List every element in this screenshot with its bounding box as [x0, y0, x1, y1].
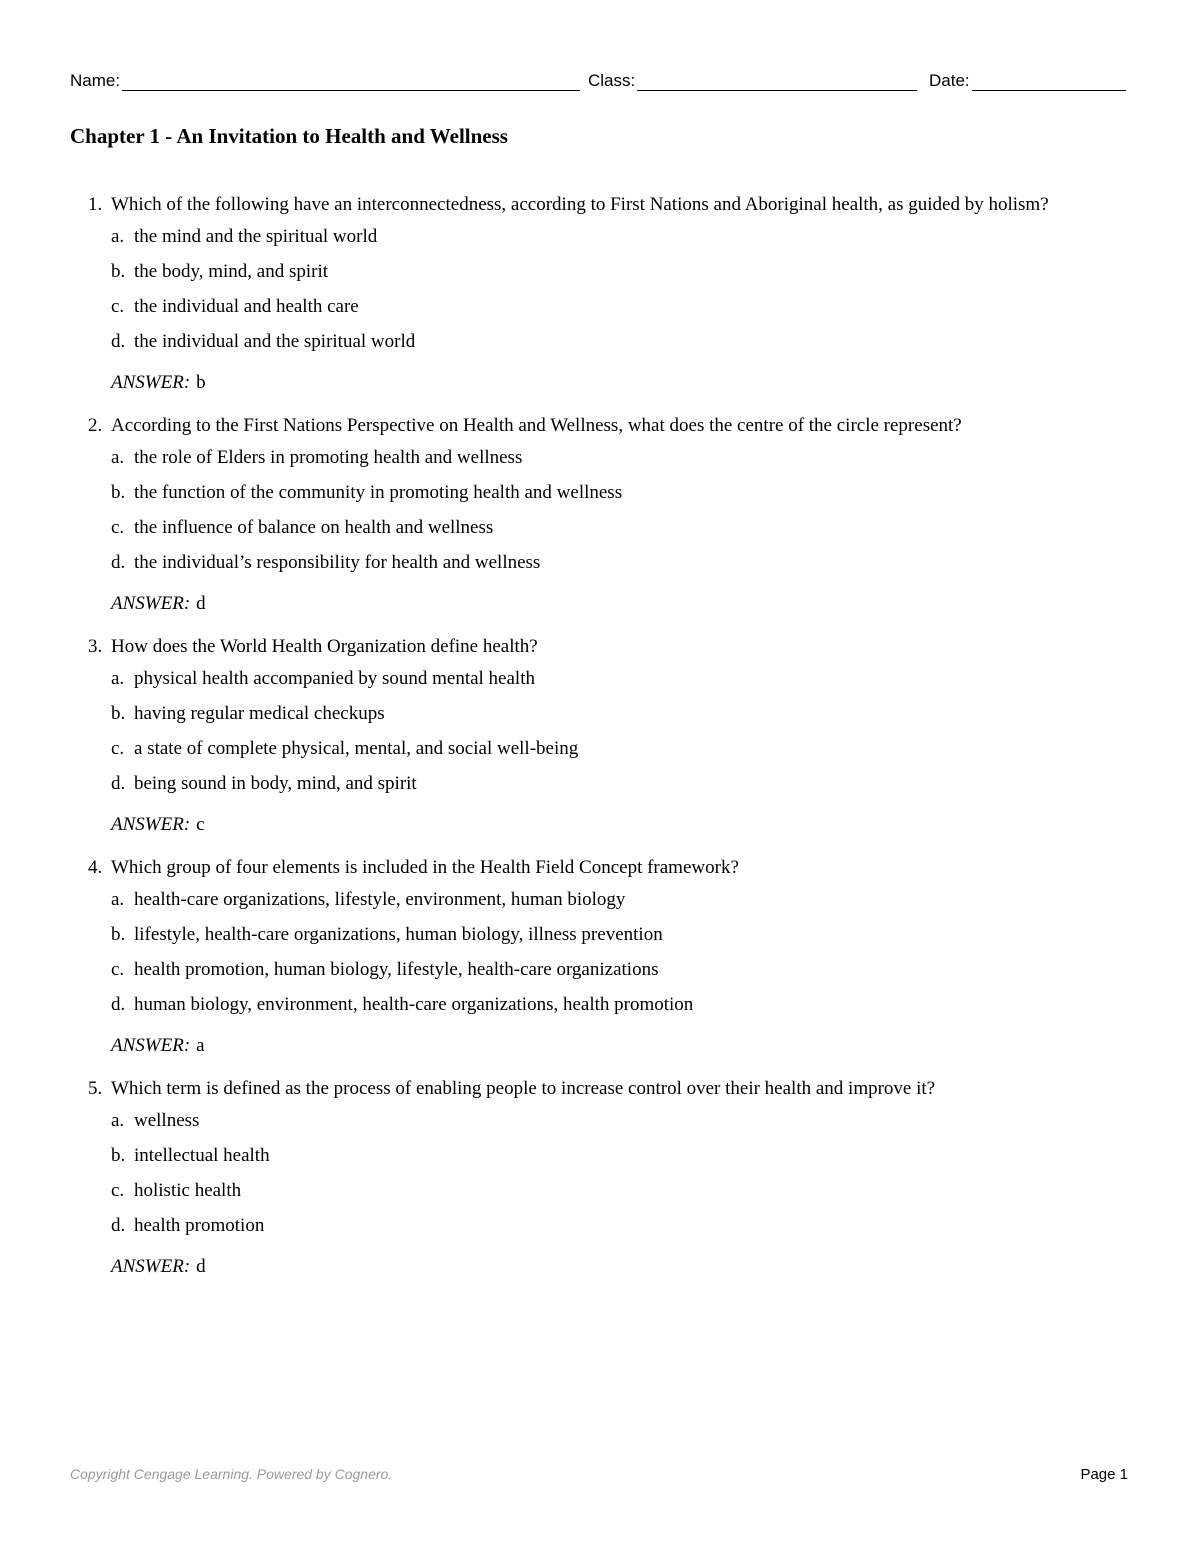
- option-text: being sound in body, mind, and spirit: [134, 773, 417, 794]
- question-text: Which term is defined as the process of enabling people to increase control over their health and improve it?: [111, 1078, 936, 1099]
- option-text: the role of Elders in promoting health and wellness: [134, 447, 523, 468]
- option-a[interactable]: [111, 219, 1128, 254]
- answer-label: ANSWER:: [111, 372, 191, 393]
- option-c[interactable]: [111, 1173, 1128, 1208]
- student-info-header: [70, 70, 1130, 98]
- option-letter: d.: [111, 552, 126, 573]
- option-text: wellness: [134, 1110, 200, 1131]
- answer-key: [111, 811, 1128, 839]
- option-text: having regular medical checkups: [134, 703, 385, 724]
- option-letter: d.: [111, 994, 126, 1015]
- answer-key: [111, 1253, 1128, 1281]
- option-letter: b.: [111, 703, 126, 724]
- question-number: 4.: [88, 857, 103, 878]
- question-stem: [88, 853, 1128, 882]
- question-5: [88, 1074, 1128, 1281]
- option-text: the individual and health care: [134, 296, 359, 317]
- answer-key: [111, 590, 1128, 618]
- question-3: [88, 632, 1128, 839]
- option-letter: a.: [111, 1110, 125, 1131]
- option-d[interactable]: [111, 766, 1128, 801]
- option-text: the influence of balance on health and wellness: [134, 517, 494, 538]
- option-c[interactable]: [111, 510, 1128, 545]
- question-2: [88, 411, 1128, 618]
- page-number: Page 1: [1080, 1466, 1128, 1483]
- name-field[interactable]: [70, 70, 580, 91]
- question-number: 2.: [88, 415, 103, 436]
- option-a[interactable]: [111, 661, 1128, 696]
- answer-options: [111, 219, 1128, 359]
- question-1: [88, 190, 1128, 397]
- name-label: Name:: [70, 71, 121, 90]
- answer-value: c: [196, 814, 205, 835]
- answer-label: ANSWER:: [111, 1256, 191, 1277]
- option-letter: d.: [111, 1215, 126, 1236]
- option-text: lifestyle, health-care organizations, human biology, illness prevention: [134, 924, 663, 945]
- question-stem: [88, 1074, 1128, 1103]
- question-list: [88, 190, 1128, 1295]
- answer-value: d: [196, 593, 206, 614]
- option-letter: a.: [111, 447, 125, 468]
- option-b[interactable]: [111, 917, 1128, 952]
- option-d[interactable]: [111, 1208, 1128, 1243]
- chapter-title: Chapter 1 - An Invitation to Health and Wellness: [70, 124, 508, 148]
- answer-label: ANSWER:: [111, 593, 191, 614]
- class-field[interactable]: [588, 70, 917, 91]
- question-stem: [88, 190, 1128, 219]
- option-text: health promotion, human biology, lifestyle, health-care organizations: [134, 959, 659, 980]
- option-d[interactable]: [111, 545, 1128, 580]
- date-label: Date:: [929, 71, 970, 90]
- option-letter: d.: [111, 331, 126, 352]
- question-text: Which group of four elements is included in the Health Field Concept framework?: [111, 857, 739, 878]
- option-letter: b.: [111, 924, 126, 945]
- answer-options: [111, 440, 1128, 580]
- answer-value: a: [196, 1035, 205, 1056]
- answer-options: [111, 1103, 1128, 1243]
- option-letter: a.: [111, 668, 125, 689]
- class-line: [637, 70, 917, 91]
- option-text: the body, mind, and spirit: [134, 261, 329, 282]
- answer-value: b: [196, 372, 206, 393]
- option-b[interactable]: [111, 254, 1128, 289]
- answer-key: [111, 369, 1128, 397]
- date-field[interactable]: [929, 70, 1126, 91]
- answer-label: ANSWER:: [111, 1035, 191, 1056]
- option-text: health promotion: [134, 1215, 265, 1236]
- class-label: Class:: [588, 71, 636, 90]
- question-4: [88, 853, 1128, 1060]
- option-a[interactable]: [111, 882, 1128, 917]
- option-c[interactable]: [111, 731, 1128, 766]
- option-letter: a.: [111, 889, 125, 910]
- option-text: intellectual health: [134, 1145, 270, 1166]
- option-text: the individual’s responsibility for health and wellness: [134, 552, 541, 573]
- question-stem: [88, 632, 1128, 661]
- answer-options: [111, 882, 1128, 1022]
- option-letter: b.: [111, 482, 126, 503]
- question-number: 3.: [88, 636, 103, 657]
- option-letter: a.: [111, 226, 125, 247]
- answer-label: ANSWER:: [111, 814, 191, 835]
- option-b[interactable]: [111, 1138, 1128, 1173]
- question-text: According to the First Nations Perspective on Health and Wellness, what does the centre of the circle represent?: [111, 415, 962, 436]
- date-line: [972, 70, 1126, 91]
- option-letter: b.: [111, 1145, 126, 1166]
- option-letter: b.: [111, 261, 126, 282]
- option-text: physical health accompanied by sound mental health: [134, 668, 535, 689]
- option-text: health-care organizations, lifestyle, environment, human biology: [134, 889, 626, 910]
- option-c[interactable]: [111, 289, 1128, 324]
- option-a[interactable]: [111, 440, 1128, 475]
- question-number: 5.: [88, 1078, 103, 1099]
- option-text: a state of complete physical, mental, and social well-being: [134, 738, 579, 759]
- option-letter: c.: [111, 738, 125, 759]
- question-number: 1.: [88, 194, 103, 215]
- option-letter: c.: [111, 517, 125, 538]
- option-d[interactable]: [111, 987, 1128, 1022]
- name-line: [122, 70, 580, 91]
- option-d[interactable]: [111, 324, 1128, 359]
- option-text: human biology, environment, health-care organizations, health promotion: [134, 994, 694, 1015]
- answer-value: d: [196, 1256, 206, 1277]
- question-stem: [88, 411, 1128, 440]
- option-c[interactable]: [111, 952, 1128, 987]
- option-b[interactable]: [111, 475, 1128, 510]
- option-letter: c.: [111, 1180, 125, 1201]
- question-text: Which of the following have an interconnectedness, according to First Nations and Aboriginal health, as guided by holism?: [111, 194, 1049, 215]
- question-text: How does the World Health Organization define health?: [111, 636, 538, 657]
- option-text: the individual and the spiritual world: [134, 331, 416, 352]
- option-letter: c.: [111, 296, 125, 317]
- answer-options: [111, 661, 1128, 801]
- option-text: the mind and the spiritual world: [134, 226, 378, 247]
- option-letter: c.: [111, 959, 125, 980]
- answer-key: [111, 1032, 1128, 1060]
- option-b[interactable]: [111, 696, 1128, 731]
- option-letter: d.: [111, 773, 126, 794]
- option-a[interactable]: [111, 1103, 1128, 1138]
- option-text: the function of the community in promoting health and wellness: [134, 482, 623, 503]
- option-text: holistic health: [134, 1180, 242, 1201]
- footer-copyright: Copyright Cengage Learning. Powered by Cognero.: [70, 1466, 393, 1482]
